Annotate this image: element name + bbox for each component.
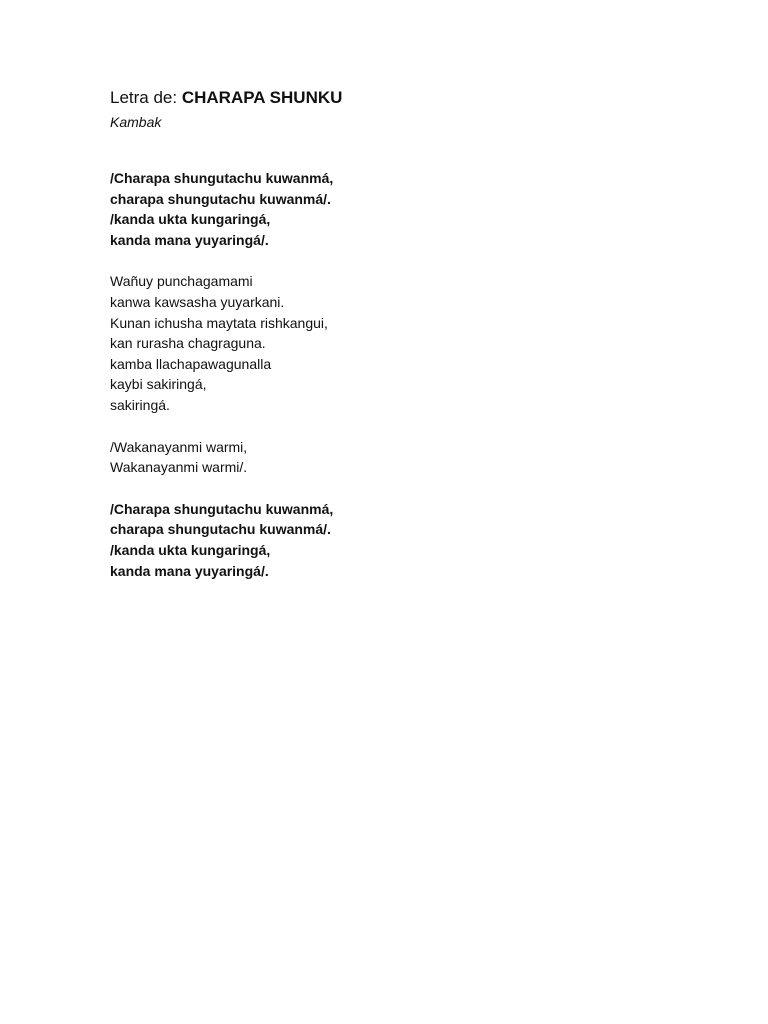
page-title [110,86,710,110]
lyric-line: /Charapa shungutachu kuwanmá, [110,500,334,517]
song-title: CHARAPA SHUNKU [181,88,343,107]
lyric-line: charapa shungutachu kuwanmá/. [110,521,331,538]
title-prefix: Letra de: [110,88,178,107]
lyrics-page [110,86,710,581]
lyric-line: /Charapa shungutachu kuwanmá, [110,170,334,186]
stanza-chorus [110,168,710,250]
lyric-line: kanwa kawsasha yuyarkani. [110,293,285,310]
stanza-bridge [110,437,710,478]
lyric-line: kamba llachapawagunalla [110,355,272,372]
lyric-line: kanda mana yuyaringá/. [110,231,269,248]
lyric-line: sakiringá. [110,396,170,413]
lyric-line: /kanda ukta kungaringá, [110,211,271,228]
lyric-line: kanda mana yuyaringá/. [110,562,269,579]
lyric-line: kaybi sakiringá, [110,376,207,393]
lyric-line: charapa shungutachu kuwanmá/. [110,190,331,207]
artist-name: Kambak [110,114,162,130]
lyric-line: Wakanayanmi warmi/. [110,459,248,476]
lyric-line: Wañuy punchagamami [110,273,253,290]
lyric-line: /Wakanayanmi warmi, [110,438,248,455]
lyric-line: kan rurasha chagraguna. [110,335,266,352]
stanza-verse [110,271,710,415]
lyric-line: /kanda ukta kungaringá, [110,541,271,558]
stanza-chorus-repeat [110,499,710,581]
lyric-line: Kunan ichusha maytata rishkangui, [110,314,328,331]
